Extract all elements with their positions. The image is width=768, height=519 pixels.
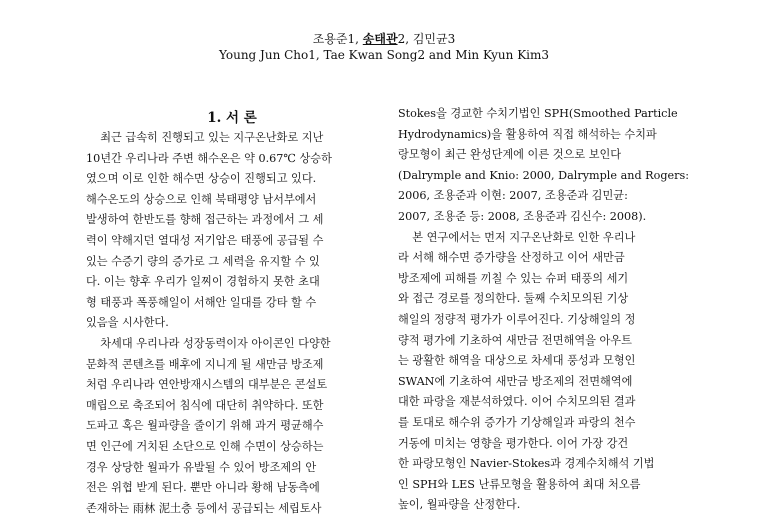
text-line: 발생하여 한반도를 향해 접근하는 과정에서 그 세 (86, 213, 324, 227)
text-line: 도파고 혹은 월파량을 줄이기 위해 과거 평균해수 (86, 419, 324, 433)
text-line: 면 인근에 거치된 소단으로 인해 수면이 상승하는 (86, 439, 324, 453)
author-names-prefix: 조용준1, (312, 32, 363, 46)
text-line: 전은 위협 받게 된다. 뿐만 아니라 황해 남동측에 (86, 481, 320, 495)
corresponding-author: 송태관 (362, 32, 398, 46)
text-line: 차세대 우리나라 성장동력이자 아이콘인 다양한 (86, 336, 331, 350)
text-line: 량적 평가에 기초하여 새만금 전면해역을 아우트 (398, 333, 632, 347)
text-line: 존재하는 雨林 泥土층 등에서 공급되는 세립토사 (86, 501, 322, 515)
text-line: 였으며 이로 인한 해수면 상승이 진행되고 있다. (86, 172, 317, 186)
text-line: 매립으로 축조되어 침식에 대단히 취약하다. 또한 (86, 398, 324, 412)
author-names-suffix: 2, 김민균3 (397, 32, 456, 46)
text-line: 2006, 조용준과 이현: 2007, 조용준과 김민균: (398, 189, 628, 203)
text-line: 라 서해 해수면 증가량을 산정하고 이어 새만금 (398, 251, 625, 265)
left-column-text (86, 128, 378, 519)
text-line: 한 파랑모형인 Navier-Stokes과 경계수치해석 기법 (398, 457, 655, 471)
section-heading: 1. 서 론 (207, 110, 257, 126)
text-line: 방조제에 피해를 끼칠 수 있는 슈퍼 태풍의 세기 (398, 271, 629, 285)
text-line: 를 토대로 해수위 증가가 기상해일과 파랑의 천수 (398, 415, 636, 429)
text-line: 다. 이는 향후 우리가 일찌이 경험하지 못한 초대 (86, 275, 320, 289)
text-line: (Dalrymple and Knio: 2000, Dalrymple and Rogers: (398, 168, 689, 182)
authors-english: Young Jun Cho1, Tae Kwan Song2 and Min Kyun Kim3 (218, 48, 550, 62)
text-line: 최근 급속히 진행되고 있는 지구온난화로 지난 (86, 131, 324, 144)
text-line: 2007, 조용준 등: 2008, 조용준과 김신수: 2008). (398, 209, 647, 223)
text-line: 력이 약해지던 열대성 저기압은 태풍에 공급될 수 (86, 233, 324, 247)
text-line: 거동에 미치는 영향을 평가한다. 이어 가장 강건 (398, 436, 629, 450)
authors-korean (0, 30, 768, 47)
text-line: 대한 파랑을 재분석하였다. 이어 수치모의된 결과 (398, 395, 636, 409)
text-line: 문화적 콘텐츠를 배후에 지니게 될 새만금 방조제 (86, 357, 324, 371)
text-line: Hydrodynamics)을 활용하여 직접 해석하는 수치파 (398, 127, 657, 141)
text-line: Stokes을 경교한 수치기법인 SPH(Smoothed Particle (398, 107, 678, 120)
text-line: 해수온도의 상승으로 인해 북태평양 남서부에서 (86, 192, 317, 206)
text-line: 해일의 정량적 평가가 이루어진다. 기상해일의 정 (398, 312, 636, 326)
text-line: 있는 수증기 량의 증가로 그 세력을 유지할 수 있 (86, 254, 320, 268)
text-line: 인 SPH와 LES 난류모형을 활용하여 최대 처오름 (398, 477, 641, 491)
text-line: 는 광활한 해역을 대상으로 차세대 풍성과 모형인 (398, 354, 636, 368)
text-line: 처럼 우리나라 연안방재시스템의 대부분은 콘설토 (86, 378, 328, 392)
text-line: 10년간 우리나라 주변 해수온은 약 0.67℃ 상승하 (86, 151, 332, 165)
text-line: 있음을 시사한다. (86, 316, 169, 330)
right-column-text (398, 104, 698, 516)
text-line: 높이, 월파량을 산정한다. (398, 498, 521, 512)
text-line: 경우 상당한 월파가 유발될 수 있어 방조제의 안 (86, 460, 317, 474)
text-line: 랑모형이 최근 완성단계에 이른 것으로 보인다 (398, 148, 622, 162)
text-line: 형 태풍과 폭풍해일이 서해안 일대를 강타 할 수 (86, 295, 317, 309)
text-line: 본 연구에서는 먼저 지구온난화로 인한 우리나 (398, 230, 636, 244)
text-line: SWAN에 기초하여 새만금 방조제의 전면해역에 (398, 374, 633, 388)
text-line: 와 접근 경로를 정의한다. 둘째 수치모의된 기상 (398, 292, 629, 306)
